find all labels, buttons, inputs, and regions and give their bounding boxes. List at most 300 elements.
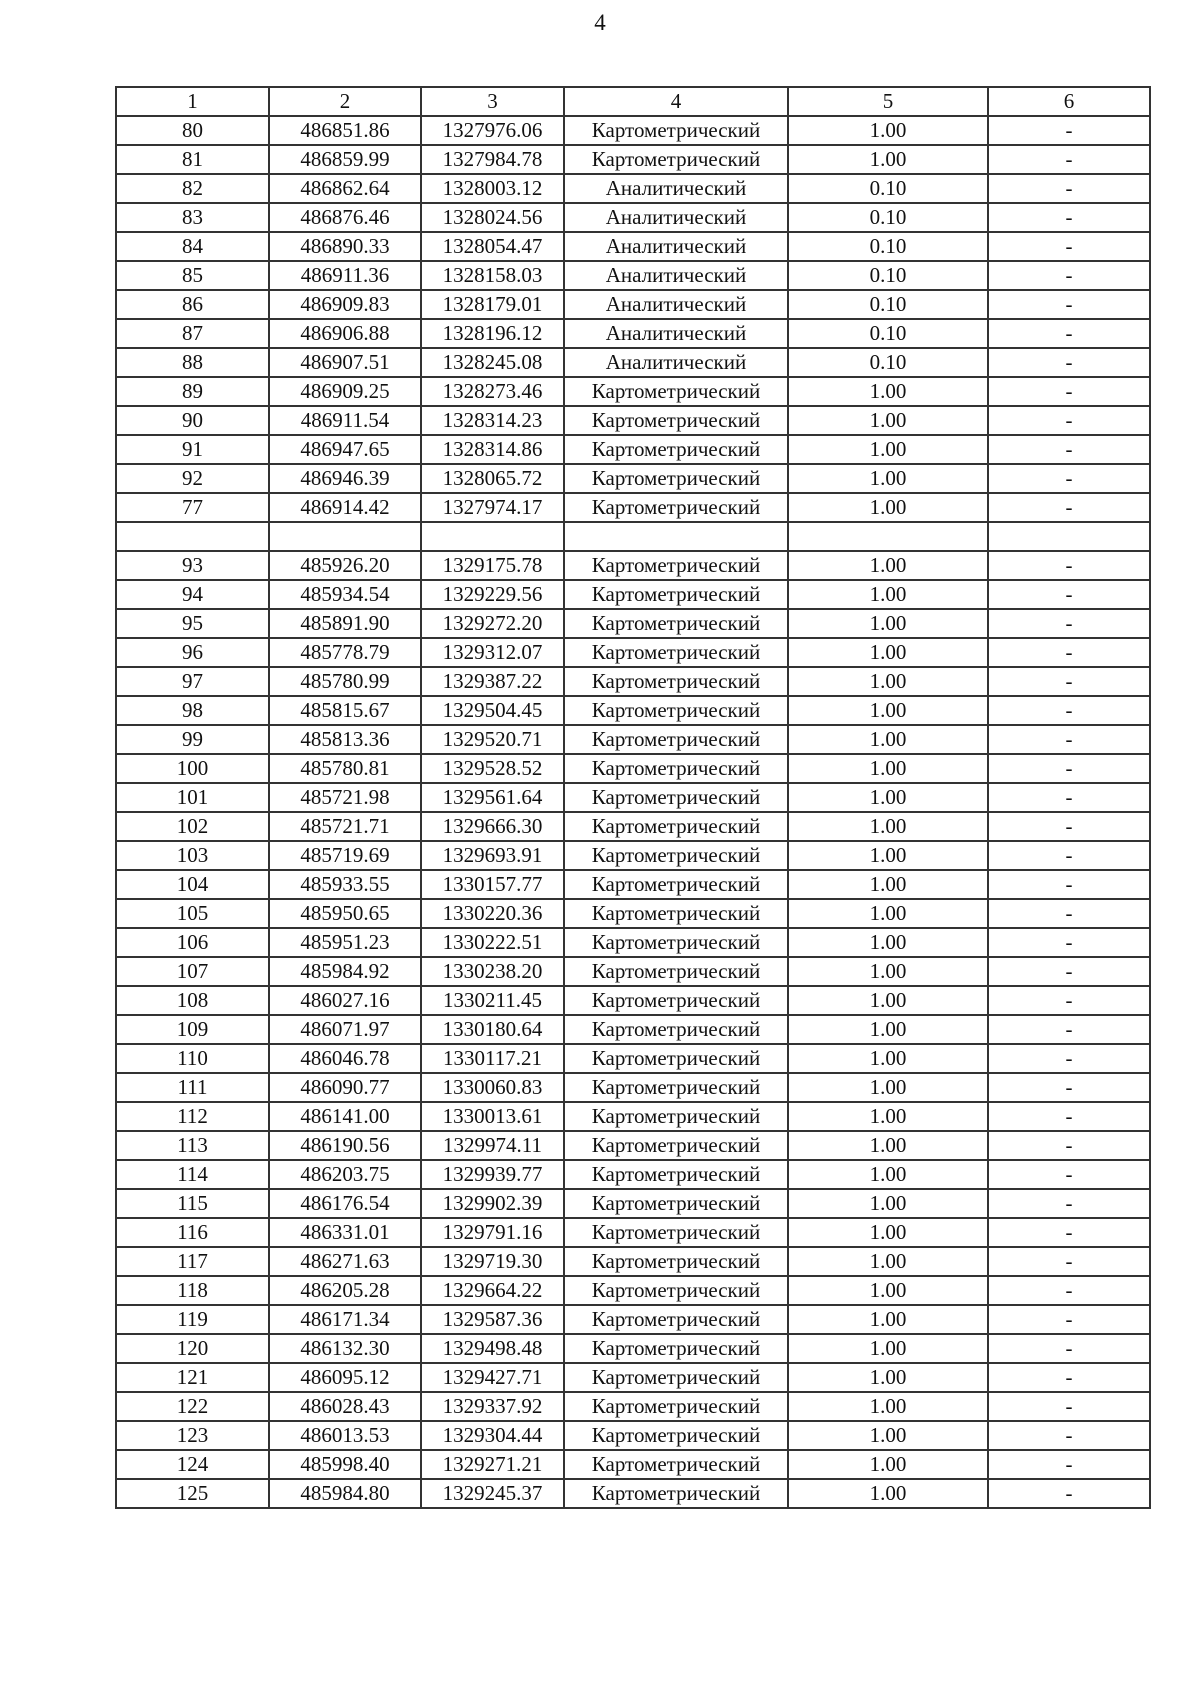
table-row bbox=[116, 580, 1150, 609]
table-cell: Картометрический bbox=[564, 1218, 788, 1247]
table-cell: 486095.12 bbox=[269, 1363, 421, 1392]
table-row bbox=[116, 986, 1150, 1015]
table-cell: Картометрический bbox=[564, 145, 788, 174]
table-cell: 1.00 bbox=[788, 870, 988, 899]
table-row bbox=[116, 1015, 1150, 1044]
table-cell bbox=[788, 522, 988, 551]
table-cell: 97 bbox=[116, 667, 269, 696]
table-cell: 1.00 bbox=[788, 725, 988, 754]
table-cell: - bbox=[988, 1073, 1150, 1102]
table-cell: 103 bbox=[116, 841, 269, 870]
table-cell: 1.00 bbox=[788, 1218, 988, 1247]
table-cell: 107 bbox=[116, 957, 269, 986]
table-cell: 91 bbox=[116, 435, 269, 464]
table-cell: 485926.20 bbox=[269, 551, 421, 580]
table-cell: 1329175.78 bbox=[421, 551, 564, 580]
table-row bbox=[116, 261, 1150, 290]
table-cell: - bbox=[988, 1247, 1150, 1276]
table-row bbox=[116, 754, 1150, 783]
table-cell: - bbox=[988, 1160, 1150, 1189]
table-cell: 486176.54 bbox=[269, 1189, 421, 1218]
table-cell: - bbox=[988, 319, 1150, 348]
table-header-row bbox=[116, 87, 1150, 116]
table-cell: 109 bbox=[116, 1015, 269, 1044]
table-cell bbox=[564, 522, 788, 551]
table-cell: - bbox=[988, 841, 1150, 870]
table-cell: 485934.54 bbox=[269, 580, 421, 609]
table-cell: 486132.30 bbox=[269, 1334, 421, 1363]
table-cell: 1.00 bbox=[788, 1479, 988, 1508]
table-cell: Картометрический bbox=[564, 1479, 788, 1508]
table-cell: - bbox=[988, 377, 1150, 406]
table-row bbox=[116, 696, 1150, 725]
table-cell: 1.00 bbox=[788, 1392, 988, 1421]
table-cell: 486911.54 bbox=[269, 406, 421, 435]
table-cell: 1.00 bbox=[788, 580, 988, 609]
table-row bbox=[116, 899, 1150, 928]
table-cell: 1330060.83 bbox=[421, 1073, 564, 1102]
table-row bbox=[116, 348, 1150, 377]
table-cell: Картометрический bbox=[564, 1305, 788, 1334]
table-cell: Картометрический bbox=[564, 1334, 788, 1363]
table-cell: 1329504.45 bbox=[421, 696, 564, 725]
table-cell: - bbox=[988, 464, 1150, 493]
table-cell: Картометрический bbox=[564, 435, 788, 464]
table-cell: 1329245.37 bbox=[421, 1479, 564, 1508]
table-cell: 1330220.36 bbox=[421, 899, 564, 928]
table-cell: 111 bbox=[116, 1073, 269, 1102]
table-cell: 0.10 bbox=[788, 348, 988, 377]
table-cell: - bbox=[988, 406, 1150, 435]
table-cell: 1.00 bbox=[788, 406, 988, 435]
table-cell: 486909.83 bbox=[269, 290, 421, 319]
table-cell: 1.00 bbox=[788, 667, 988, 696]
table-cell: 1329427.71 bbox=[421, 1363, 564, 1392]
table-cell: 1328314.23 bbox=[421, 406, 564, 435]
table-cell: Картометрический bbox=[564, 1131, 788, 1160]
table-cell: 124 bbox=[116, 1450, 269, 1479]
table-cell: 113 bbox=[116, 1131, 269, 1160]
table-cell: Картометрический bbox=[564, 957, 788, 986]
table-cell: 98 bbox=[116, 696, 269, 725]
table-cell: Картометрический bbox=[564, 870, 788, 899]
table-cell: 1.00 bbox=[788, 609, 988, 638]
table-cell: 1329666.30 bbox=[421, 812, 564, 841]
table-cell: Картометрический bbox=[564, 1015, 788, 1044]
table-cell: 485815.67 bbox=[269, 696, 421, 725]
table-cell: 110 bbox=[116, 1044, 269, 1073]
table-cell: - bbox=[988, 261, 1150, 290]
table-cell: 1.00 bbox=[788, 1247, 988, 1276]
table-cell: - bbox=[988, 551, 1150, 580]
table-cell: 1328196.12 bbox=[421, 319, 564, 348]
table-cell: 486027.16 bbox=[269, 986, 421, 1015]
table-cell: Картометрический bbox=[564, 754, 788, 783]
table-cell: 1329528.52 bbox=[421, 754, 564, 783]
table-cell: 0.10 bbox=[788, 261, 988, 290]
table-cell: 1.00 bbox=[788, 551, 988, 580]
table-cell: - bbox=[988, 493, 1150, 522]
table-cell: 81 bbox=[116, 145, 269, 174]
table-cell: - bbox=[988, 1131, 1150, 1160]
table-cell: - bbox=[988, 1363, 1150, 1392]
table-cell: - bbox=[988, 725, 1150, 754]
table-cell: 1.00 bbox=[788, 1102, 988, 1131]
table-cell: 1330117.21 bbox=[421, 1044, 564, 1073]
table-cell: Аналитический bbox=[564, 290, 788, 319]
table-cell: 486907.51 bbox=[269, 348, 421, 377]
table-row bbox=[116, 725, 1150, 754]
table-cell: 485933.55 bbox=[269, 870, 421, 899]
table-cell: 0.10 bbox=[788, 319, 988, 348]
table-cell: 1329664.22 bbox=[421, 1276, 564, 1305]
table-row bbox=[116, 1160, 1150, 1189]
table-cell: Картометрический bbox=[564, 1189, 788, 1218]
table-cell: - bbox=[988, 1334, 1150, 1363]
table-cell: 486947.65 bbox=[269, 435, 421, 464]
table-row bbox=[116, 870, 1150, 899]
table-cell: 125 bbox=[116, 1479, 269, 1508]
table-cell: 0.10 bbox=[788, 203, 988, 232]
table-cell: Картометрический bbox=[564, 1392, 788, 1421]
table-cell: 112 bbox=[116, 1102, 269, 1131]
table-cell: Картометрический bbox=[564, 783, 788, 812]
table-row bbox=[116, 1073, 1150, 1102]
table-cell: 1330157.77 bbox=[421, 870, 564, 899]
table-cell: Картометрический bbox=[564, 1102, 788, 1131]
column-header: 1 bbox=[116, 87, 269, 116]
table-row bbox=[116, 1392, 1150, 1421]
table-cell: 1.00 bbox=[788, 464, 988, 493]
table-cell: - bbox=[988, 812, 1150, 841]
table-cell: 104 bbox=[116, 870, 269, 899]
table-cell: 1330180.64 bbox=[421, 1015, 564, 1044]
table-cell: 485984.92 bbox=[269, 957, 421, 986]
table-cell: Картометрический bbox=[564, 464, 788, 493]
table-row bbox=[116, 1218, 1150, 1247]
table-cell: Картометрический bbox=[564, 1421, 788, 1450]
table-cell: Картометрический bbox=[564, 928, 788, 957]
table-cell: 119 bbox=[116, 1305, 269, 1334]
table-cell: 99 bbox=[116, 725, 269, 754]
table-cell: 90 bbox=[116, 406, 269, 435]
table-cell: - bbox=[988, 1189, 1150, 1218]
table-cell: 1329272.20 bbox=[421, 609, 564, 638]
table-cell: 486271.63 bbox=[269, 1247, 421, 1276]
table-cell: 486171.34 bbox=[269, 1305, 421, 1334]
table-cell: Картометрический bbox=[564, 1247, 788, 1276]
table-cell: 83 bbox=[116, 203, 269, 232]
table-cell: - bbox=[988, 1276, 1150, 1305]
table-cell: 1.00 bbox=[788, 754, 988, 783]
table-row bbox=[116, 493, 1150, 522]
table-cell: Картометрический bbox=[564, 1363, 788, 1392]
table-cell: - bbox=[988, 145, 1150, 174]
table-row bbox=[116, 1421, 1150, 1450]
table-cell: 1328179.01 bbox=[421, 290, 564, 319]
table-cell: 1.00 bbox=[788, 783, 988, 812]
table-cell bbox=[988, 522, 1150, 551]
table-cell: 486205.28 bbox=[269, 1276, 421, 1305]
table-cell: Аналитический bbox=[564, 319, 788, 348]
table-cell: 93 bbox=[116, 551, 269, 580]
table-cell: 1327974.17 bbox=[421, 493, 564, 522]
table-row bbox=[116, 638, 1150, 667]
table-row bbox=[116, 1305, 1150, 1334]
table-row bbox=[116, 609, 1150, 638]
table-cell: 100 bbox=[116, 754, 269, 783]
table-cell: 84 bbox=[116, 232, 269, 261]
table-cell: Аналитический bbox=[564, 348, 788, 377]
table-cell: 106 bbox=[116, 928, 269, 957]
table-cell: Картометрический bbox=[564, 986, 788, 1015]
table-cell: 1.00 bbox=[788, 1160, 988, 1189]
table-cell: 1.00 bbox=[788, 1131, 988, 1160]
table-cell: 486071.97 bbox=[269, 1015, 421, 1044]
table-cell: - bbox=[988, 667, 1150, 696]
table-cell: 485721.98 bbox=[269, 783, 421, 812]
table-cell: 486859.99 bbox=[269, 145, 421, 174]
table-row bbox=[116, 551, 1150, 580]
table-cell: 1.00 bbox=[788, 377, 988, 406]
table-cell: - bbox=[988, 174, 1150, 203]
table-cell: 485891.90 bbox=[269, 609, 421, 638]
table-cell: 1329337.92 bbox=[421, 1392, 564, 1421]
table-cell: 486862.64 bbox=[269, 174, 421, 203]
table-cell: - bbox=[988, 870, 1150, 899]
table-cell: 485780.99 bbox=[269, 667, 421, 696]
table-row bbox=[116, 1450, 1150, 1479]
table-cell: 1.00 bbox=[788, 1421, 988, 1450]
table-cell: Картометрический bbox=[564, 1450, 788, 1479]
table-cell: 1328273.46 bbox=[421, 377, 564, 406]
table-cell: - bbox=[988, 928, 1150, 957]
table-cell: 486028.43 bbox=[269, 1392, 421, 1421]
table-cell: Аналитический bbox=[564, 232, 788, 261]
table-row bbox=[116, 1189, 1150, 1218]
table-cell: Картометрический bbox=[564, 609, 788, 638]
column-header: 4 bbox=[564, 87, 788, 116]
table-cell: Картометрический bbox=[564, 406, 788, 435]
table-cell: - bbox=[988, 1450, 1150, 1479]
table-cell: 117 bbox=[116, 1247, 269, 1276]
table-cell: 485950.65 bbox=[269, 899, 421, 928]
table-cell: 486909.25 bbox=[269, 377, 421, 406]
table-cell: - bbox=[988, 1218, 1150, 1247]
table-cell: 486141.00 bbox=[269, 1102, 421, 1131]
table-cell: 1.00 bbox=[788, 986, 988, 1015]
table-cell: 486046.78 bbox=[269, 1044, 421, 1073]
table-cell: 88 bbox=[116, 348, 269, 377]
table-cell: - bbox=[988, 1392, 1150, 1421]
column-header: 3 bbox=[421, 87, 564, 116]
table-cell: 1.00 bbox=[788, 1015, 988, 1044]
table-cell: Картометрический bbox=[564, 899, 788, 928]
table-row bbox=[116, 812, 1150, 841]
table-cell: 77 bbox=[116, 493, 269, 522]
table-cell: 1328054.47 bbox=[421, 232, 564, 261]
table-row bbox=[116, 667, 1150, 696]
table-row bbox=[116, 928, 1150, 957]
table-cell: 94 bbox=[116, 580, 269, 609]
table-row bbox=[116, 116, 1150, 145]
table-cell: 116 bbox=[116, 1218, 269, 1247]
table-cell: 1329902.39 bbox=[421, 1189, 564, 1218]
table-cell: - bbox=[988, 1015, 1150, 1044]
table-cell: Картометрический bbox=[564, 725, 788, 754]
table-cell: - bbox=[988, 986, 1150, 1015]
table-cell: 486013.53 bbox=[269, 1421, 421, 1450]
table-cell: 87 bbox=[116, 319, 269, 348]
table-cell: 102 bbox=[116, 812, 269, 841]
table-cell: - bbox=[988, 580, 1150, 609]
table-cell: - bbox=[988, 348, 1150, 377]
table-cell: 486876.46 bbox=[269, 203, 421, 232]
table-cell: 80 bbox=[116, 116, 269, 145]
table-cell: 1.00 bbox=[788, 1276, 988, 1305]
column-header: 6 bbox=[988, 87, 1150, 116]
table-cell: - bbox=[988, 203, 1150, 232]
table-cell: 1330222.51 bbox=[421, 928, 564, 957]
table-cell: Картометрический bbox=[564, 1073, 788, 1102]
table-cell: Картометрический bbox=[564, 493, 788, 522]
table-cell: 1.00 bbox=[788, 435, 988, 464]
table-cell: 120 bbox=[116, 1334, 269, 1363]
column-header: 5 bbox=[788, 87, 988, 116]
table-cell: 1329229.56 bbox=[421, 580, 564, 609]
table-cell: - bbox=[988, 957, 1150, 986]
table-cell: 1328314.86 bbox=[421, 435, 564, 464]
table-cell: 1329974.11 bbox=[421, 1131, 564, 1160]
table-cell: - bbox=[988, 232, 1150, 261]
table-cell: 1.00 bbox=[788, 1189, 988, 1218]
table-cell: 486911.36 bbox=[269, 261, 421, 290]
table-cell: Картометрический bbox=[564, 1044, 788, 1073]
table-cell: 1.00 bbox=[788, 1044, 988, 1073]
table-cell: 1329693.91 bbox=[421, 841, 564, 870]
table-cell: 114 bbox=[116, 1160, 269, 1189]
table-row bbox=[116, 377, 1150, 406]
table-row bbox=[116, 522, 1150, 551]
table-cell: 486331.01 bbox=[269, 1218, 421, 1247]
table-cell: 1327984.78 bbox=[421, 145, 564, 174]
table-cell: Картометрический bbox=[564, 551, 788, 580]
table-cell: 1.00 bbox=[788, 493, 988, 522]
table-cell: 1.00 bbox=[788, 1363, 988, 1392]
table-cell: 1329304.44 bbox=[421, 1421, 564, 1450]
table-cell: 486090.77 bbox=[269, 1073, 421, 1102]
table-row bbox=[116, 464, 1150, 493]
table-cell bbox=[269, 522, 421, 551]
table-cell: - bbox=[988, 1479, 1150, 1508]
table-row bbox=[116, 1363, 1150, 1392]
table-cell: 1.00 bbox=[788, 812, 988, 841]
table-cell: 121 bbox=[116, 1363, 269, 1392]
table-cell: 1330211.45 bbox=[421, 986, 564, 1015]
table-cell: 1329719.30 bbox=[421, 1247, 564, 1276]
table-cell: 1328245.08 bbox=[421, 348, 564, 377]
table-cell: 1328003.12 bbox=[421, 174, 564, 203]
table-cell: Картометрический bbox=[564, 667, 788, 696]
table-cell: Картометрический bbox=[564, 841, 788, 870]
table-cell: 1.00 bbox=[788, 928, 988, 957]
table-cell: 485719.69 bbox=[269, 841, 421, 870]
table-cell: 108 bbox=[116, 986, 269, 1015]
table-cell: 1.00 bbox=[788, 145, 988, 174]
column-header: 2 bbox=[269, 87, 421, 116]
table-cell: 1329498.48 bbox=[421, 1334, 564, 1363]
table-cell: 1329561.64 bbox=[421, 783, 564, 812]
table-row bbox=[116, 145, 1150, 174]
table-cell bbox=[421, 522, 564, 551]
coordinates-table bbox=[115, 86, 1151, 1509]
table-cell: 118 bbox=[116, 1276, 269, 1305]
table-cell: Аналитический bbox=[564, 203, 788, 232]
table-cell: 123 bbox=[116, 1421, 269, 1450]
table-cell: 95 bbox=[116, 609, 269, 638]
table-cell: 0.10 bbox=[788, 232, 988, 261]
table-cell: - bbox=[988, 638, 1150, 667]
table-cell: - bbox=[988, 1421, 1150, 1450]
table-row bbox=[116, 319, 1150, 348]
table-cell: 1327976.06 bbox=[421, 116, 564, 145]
table-row bbox=[116, 406, 1150, 435]
table-cell: 485984.80 bbox=[269, 1479, 421, 1508]
table-cell: 1328065.72 bbox=[421, 464, 564, 493]
table-row bbox=[116, 435, 1150, 464]
table-cell: 96 bbox=[116, 638, 269, 667]
table-cell: 486851.86 bbox=[269, 116, 421, 145]
table-cell: 485998.40 bbox=[269, 1450, 421, 1479]
table-cell: Аналитический bbox=[564, 174, 788, 203]
table-cell: 485813.36 bbox=[269, 725, 421, 754]
table-cell: - bbox=[988, 609, 1150, 638]
table-row bbox=[116, 783, 1150, 812]
table-row bbox=[116, 203, 1150, 232]
table-row bbox=[116, 290, 1150, 319]
table-row bbox=[116, 174, 1150, 203]
table-cell: 485778.79 bbox=[269, 638, 421, 667]
table-cell: 485721.71 bbox=[269, 812, 421, 841]
table-cell: 486203.75 bbox=[269, 1160, 421, 1189]
table-cell: 1.00 bbox=[788, 116, 988, 145]
table-row bbox=[116, 232, 1150, 261]
table-cell: 1.00 bbox=[788, 1305, 988, 1334]
table-cell: - bbox=[988, 1305, 1150, 1334]
table-cell: 1.00 bbox=[788, 899, 988, 928]
table-row bbox=[116, 1247, 1150, 1276]
page-number: 4 bbox=[594, 10, 606, 35]
table-cell: 1329520.71 bbox=[421, 725, 564, 754]
table-cell: 89 bbox=[116, 377, 269, 406]
table-cell: 486906.88 bbox=[269, 319, 421, 348]
table-cell: 1.00 bbox=[788, 1073, 988, 1102]
table-cell: 486914.42 bbox=[269, 493, 421, 522]
table-row bbox=[116, 1044, 1150, 1073]
table-cell: 92 bbox=[116, 464, 269, 493]
table-cell: 1329939.77 bbox=[421, 1160, 564, 1189]
table-row bbox=[116, 1276, 1150, 1305]
table-cell: 485780.81 bbox=[269, 754, 421, 783]
table-cell: Картометрический bbox=[564, 580, 788, 609]
table-cell: 1.00 bbox=[788, 638, 988, 667]
table-cell: 1329387.22 bbox=[421, 667, 564, 696]
table-cell: 85 bbox=[116, 261, 269, 290]
table-cell: - bbox=[988, 116, 1150, 145]
table-cell: Картометрический bbox=[564, 1160, 788, 1189]
table-cell: 1329587.36 bbox=[421, 1305, 564, 1334]
table-cell: - bbox=[988, 435, 1150, 464]
